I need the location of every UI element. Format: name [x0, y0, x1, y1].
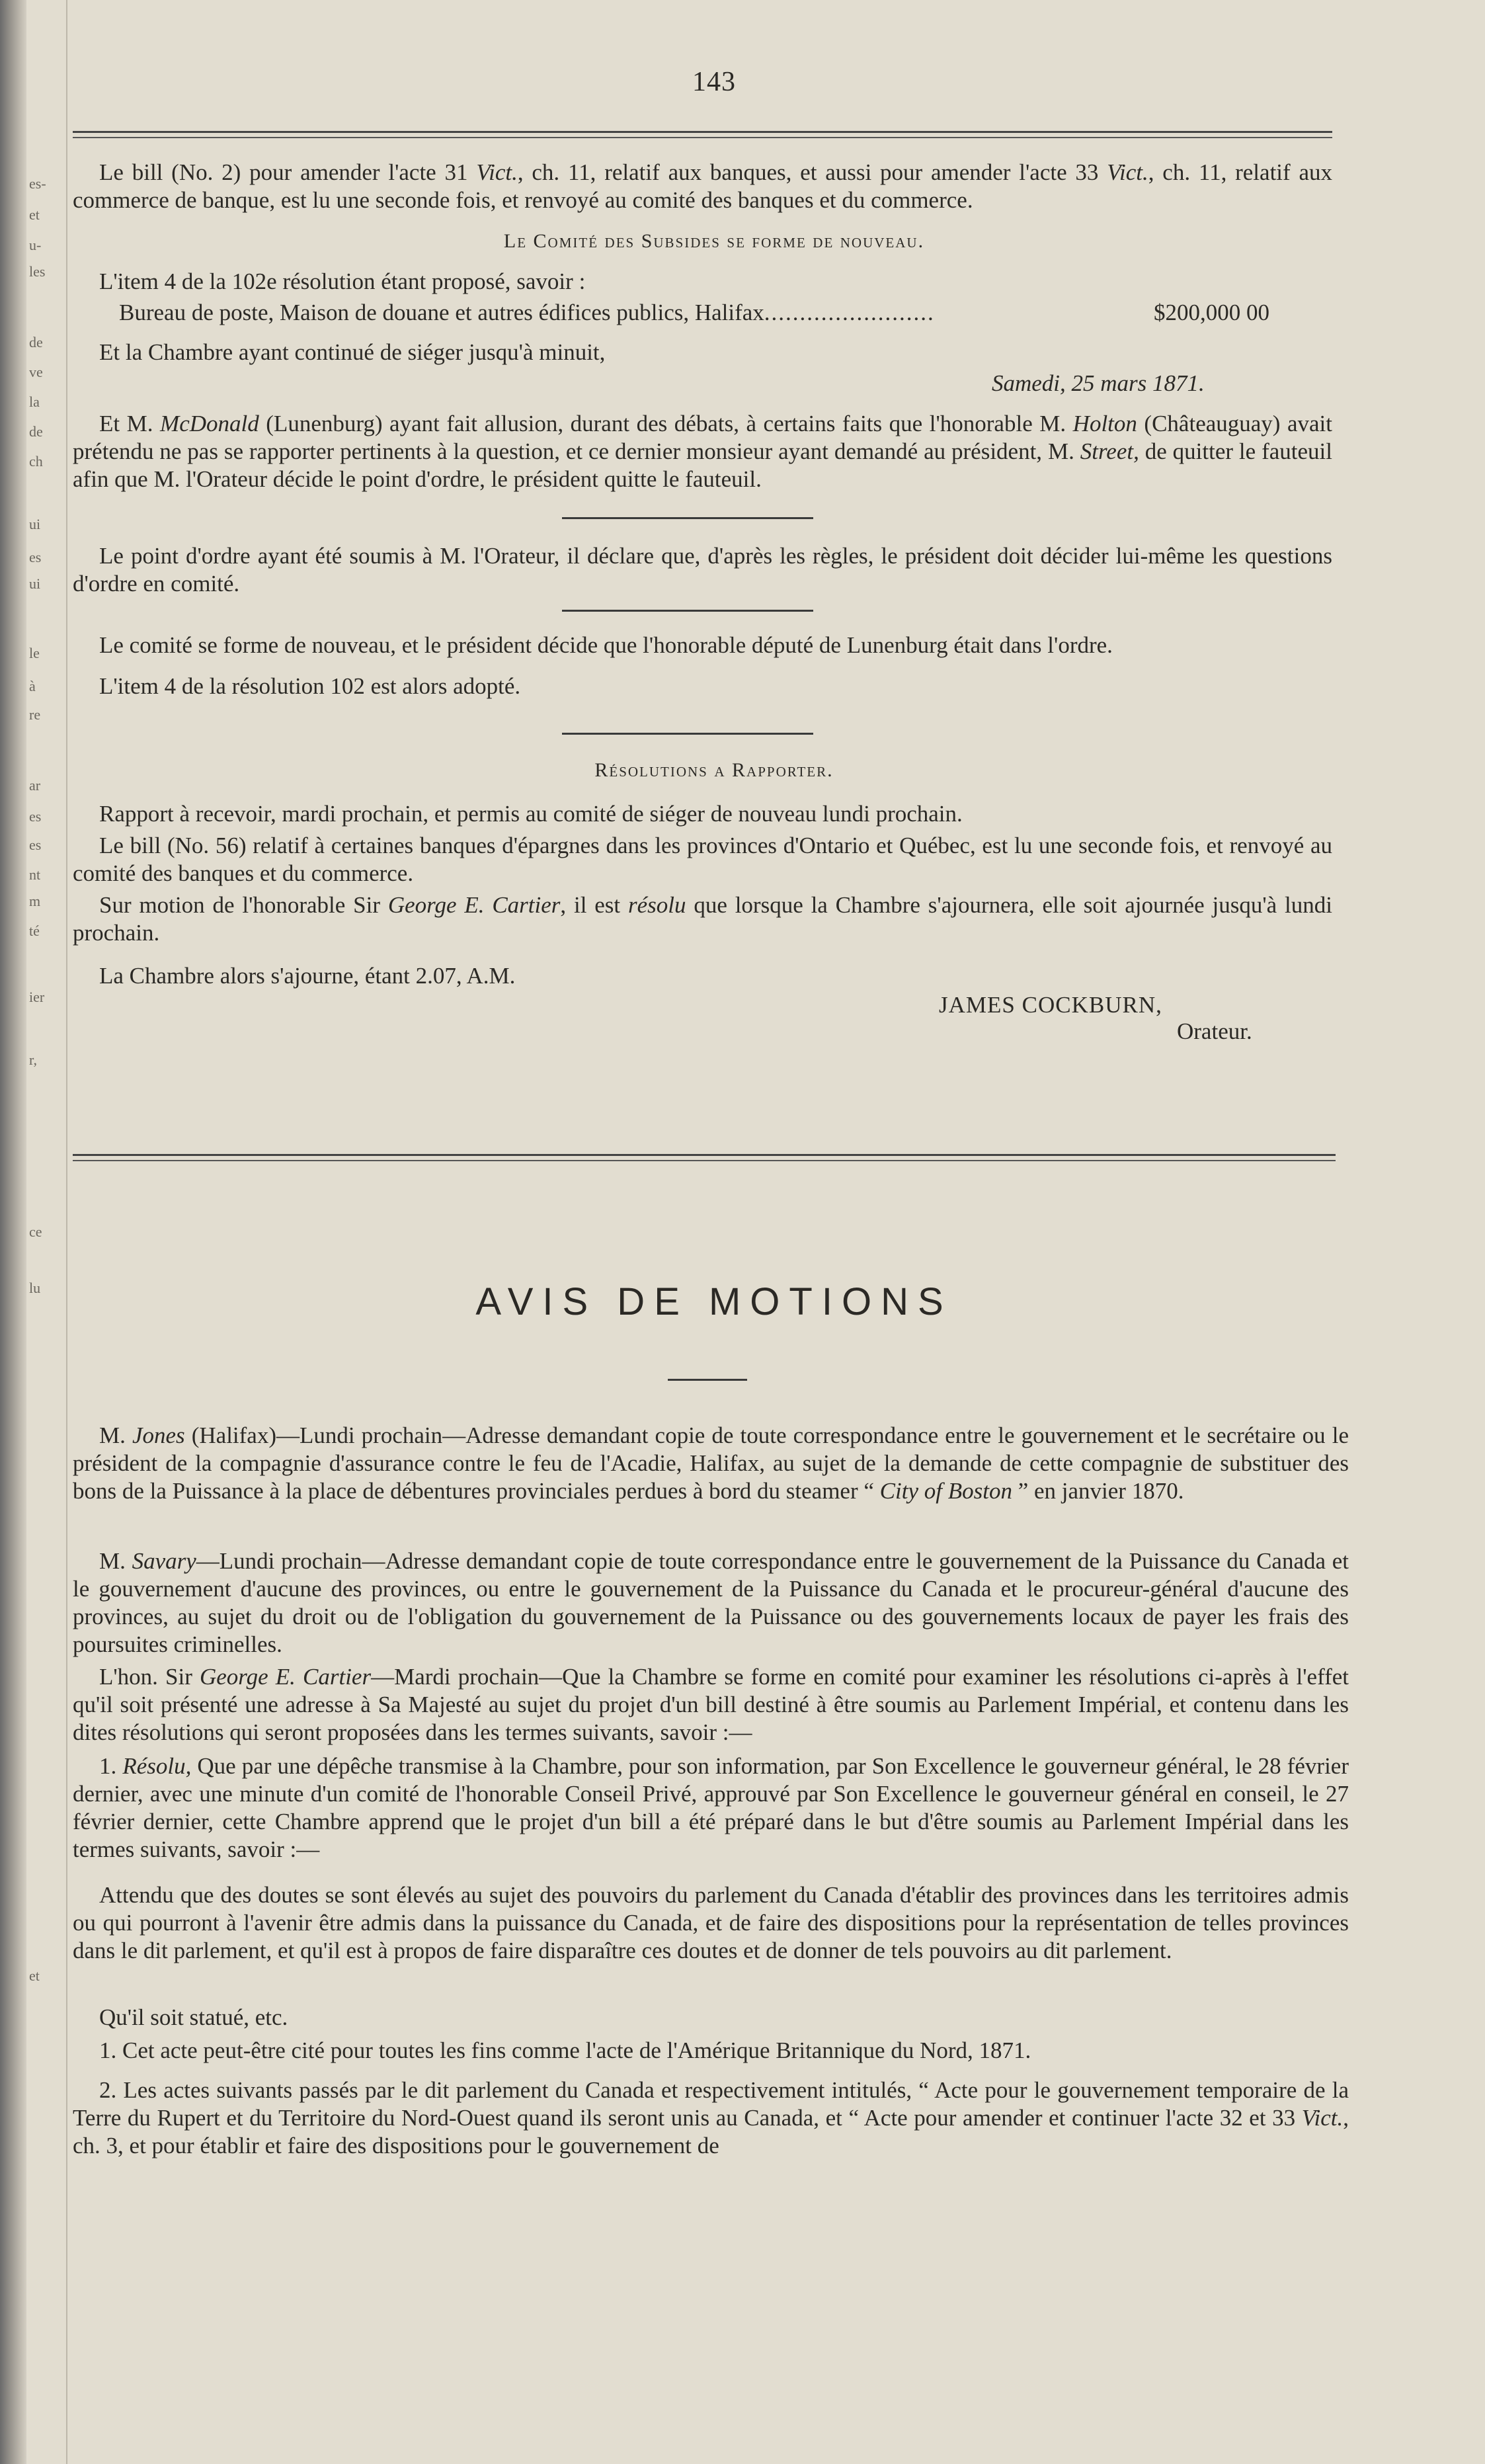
text-run: ” en janvier 1870. — [1012, 1478, 1184, 1504]
text-run: , ch. 11, relatif aux commerce de banque, est lu une seconde fois, et renvoyé au comité des banques et du commerce. — [73, 159, 1333, 213]
margin-fragment: à — [29, 678, 36, 694]
paragraph-item-adopte: L'item 4 de la résolution 102 est alors adopté. — [99, 673, 521, 699]
text-run: (Lunenburg) ayant fait allusion, durant des débats, à certains faits que l'honorable M. — [259, 411, 1073, 436]
margin-fragment: ui — [29, 516, 41, 532]
margin-fragment: ui — [29, 575, 41, 592]
page-number: 143 — [692, 67, 736, 97]
margin-fragment: es — [29, 837, 42, 853]
paragraph-item-4: L'item 4 de la 102e résolution étant proposé, savoir : — [99, 268, 586, 294]
paragraph-statue: Qu'il soit statué, etc. — [99, 2004, 288, 2030]
margin-fragment: de — [29, 423, 43, 440]
paragraph-rapport: Rapport à recevoir, mardi prochain, et permis au comité de siéger de nouveau lundi prochain. — [99, 801, 963, 827]
text-run: —Lundi prochain—Adresse demandant copie de toute correspondance entre le gouvernement de la Puissance du Canada et le gouvernement d'aucune des provinces, ou entre le gouvernement de la Puissance du Canada et le procureur-général d'aucune des provinces, au sujet du droit ou de l'obligation du gouvernement de la Puissance ou des gouvernements locaux de payer les frais des poursuites criminelles. — [73, 1548, 1349, 1657]
text-run: de quitter le fauteuil afin que M. l'Orateur décide le point d'ordre, le président quitte le fauteuil. — [73, 438, 1332, 492]
section-divider — [562, 733, 813, 735]
section-double-rule — [73, 1154, 1336, 1156]
margin-fragment: m — [29, 893, 41, 909]
text-run: City of Boston — [879, 1478, 1012, 1504]
paragraph-attendu: Attendu que des doutes se sont élevés au sujet des pouvoirs du parlement du Canada d'établir des provinces dans les territoires admis ou qui pourront à l'avenir être admis dans la puissance du Canada, et de faire des dispositions pour la représentation de telles provinces dans le dit parlement, et qu'il est à propos de faire disparaître ces doutes et de donner de tels pouvoirs au dit parlement. — [73, 1882, 1349, 1963]
margin-fragment: nt — [29, 866, 41, 883]
margin-fragment: r, — [29, 1051, 37, 1068]
paragraph-bill-56: Le bill (No. 56) relatif à certaines banques d'épargnes dans les provinces d'Ontario et Québec, est lu une seconde fois, et renvoyé au comité des banques et du commerce. — [73, 833, 1332, 886]
text-run: Jones — [132, 1422, 185, 1448]
book-spine-shadow — [0, 0, 26, 2464]
text-run: , ch. 3, et pour établir et faire des dispositions pour le gouvernement de — [73, 2105, 1349, 2158]
title-underline — [668, 1379, 747, 1381]
margin-fragment: re — [29, 706, 41, 723]
text-run: M. — [99, 1548, 132, 1574]
margin-fragment: es- — [29, 175, 46, 192]
text-run: Street, — [1080, 438, 1139, 464]
margin-fragment: et — [29, 206, 40, 223]
margin-fragment: la — [29, 393, 40, 410]
text-run: Et M. — [99, 411, 161, 436]
margin-fragment: ce — [29, 1223, 42, 1240]
signature-name: JAMES COCKBURN, — [939, 992, 1162, 1018]
text-run: que lorsque la Chambre s'ajournera, elle soit ajournée jusqu'à lundi prochain. — [73, 892, 1333, 946]
paragraph-minuit: Et la Chambre ayant continué de siéger jusqu'à minuit, — [99, 339, 606, 365]
article-1: 1. Cet acte peut-être cité pour toutes les fins comme l'acte de l'Amérique Britannique du Nord, 1871. — [99, 2037, 1031, 2063]
article-2 — [73, 2076, 1349, 2160]
text-run: M. — [99, 1422, 132, 1448]
margin-fragment: té — [29, 923, 40, 939]
facing-page-margin — [26, 0, 67, 2464]
leader-dots: ........................ — [764, 300, 935, 325]
session-date: Samedi, 25 mars 1871. — [992, 370, 1205, 396]
text-run: Vict. — [476, 159, 518, 185]
resolution-1 — [73, 1752, 1349, 1864]
text-run: 2. Les actes suivants passés par le dit parlement du Canada et respectivement intitulés, “ Acte pour le gouvernement temporaire de la Terre du Rupert et du Territoire du Nord-Ouest quand ils seront unis au Canada, et “ Acte pour amender et continuer l'acte 32 et 33 — [73, 2077, 1349, 2131]
motion-savary — [73, 1547, 1349, 1659]
margin-fragment: ve — [29, 364, 43, 380]
section-divider — [562, 610, 813, 612]
text-run: Que par une dépêche transmise à la Chambre, pour son information, par Son Excellence le gouverneur général, le 28 février dernier, avec une minute d'un comité de l'honorable Conseil Privé, approuvé par Son Excellence le gouverneur général en conseil, le 27 février dernier, cette Chambre apprend que le projet d'un bill a été préparé dans le but d'être soumis au Parlement Impérial dans les termes suivants, savoir :— — [73, 1753, 1349, 1862]
margin-fragment: le — [29, 645, 40, 661]
text-run: George E. Cartier — [387, 892, 561, 918]
text-run: Vict. — [1107, 159, 1148, 185]
paragraph-mcdonald — [73, 410, 1332, 493]
text-run: —Mardi prochain—Que la Chambre se forme en comité pour examiner les résolutions ci-après à l'effet qu'il soit présenté une adresse à Sa Majesté au sujet du projet d'un bill destiné à être soumis au Parlement Impérial, et contenu dans les dites résolutions qui seront proposées dans les termes suivants, savoir :— — [73, 1664, 1349, 1745]
margin-fragment: ar — [29, 777, 41, 794]
margin-fragment: et — [29, 1967, 40, 1984]
signature-title: Orateur. — [1177, 1018, 1252, 1044]
text-run: (Châteauguay) avait prétendu ne pas se rapporter pertinents à la question, et ce dernier monsieur ayant demandé au président, M. — [73, 411, 1333, 464]
section-divider — [562, 517, 813, 519]
margin-fragment: u- — [29, 237, 42, 253]
text-run: Savary — [132, 1548, 196, 1574]
text-run: Holton — [1072, 411, 1137, 436]
paragraph-point-ordre: Le point d'ordre ayant été soumis à M. l'Orateur, il déclare que, d'après les règles, le président doit décider lui-même les questions d'ordre en comité. — [73, 543, 1332, 596]
budget-line-amount: $200,000 00 — [1154, 300, 1269, 325]
paragraph-comite-nouveau: Le comité se forme de nouveau, et le président décide que l'honorable député de Lunenburg était dans l'ordre. — [99, 632, 1113, 658]
text-run: George E. Cartier — [200, 1664, 372, 1690]
top-double-rule — [73, 131, 1332, 133]
margin-fragment: de — [29, 334, 43, 350]
paragraph-ajourne: La Chambre alors s'ajourne, étant 2.07, A.M. — [99, 963, 516, 989]
heading-resolutions-rapporter: Résolutions a Rapporter. — [594, 759, 834, 781]
text-run: L'hon. Sir — [99, 1664, 200, 1690]
motion-jones — [73, 1422, 1349, 1505]
paragraph-bill-2 — [73, 159, 1332, 214]
text-run: (Halifax)—Lundi prochain—Adresse demandant copie de toute correspondance entre le gouvernement et le secrétaire ou le président de la compagnie d'assurance contre le feu de l'Acadie, Halifax, au sujet de la demande de cette compagnie de substituer des bons de la Puissance à la place de débentures provinciales perdues à bord du steamer “ — [73, 1422, 1349, 1504]
paragraph-motion-cartier — [73, 891, 1332, 947]
margin-fragment: ier — [29, 989, 45, 1005]
text-run: 1. — [99, 1753, 123, 1779]
text-run: McDonald — [160, 411, 259, 436]
text-run: Résolu, — [122, 1753, 192, 1779]
avis-de-motions-title: AVIS DE MOTIONS — [475, 1280, 953, 1323]
budget-line — [119, 299, 1332, 327]
heading-comite-subsides: Le Comité des Subsides se forme de nouveau. — [503, 230, 925, 252]
text-run: résolu — [627, 892, 686, 918]
margin-fragment: lu — [29, 1280, 41, 1296]
margin-fragment: ch — [29, 453, 43, 470]
margin-fragment: les — [29, 263, 46, 280]
margin-fragment: es — [29, 549, 42, 565]
text-run: Sur motion de l'honorable Sir — [99, 892, 388, 918]
margin-fragment: es — [29, 808, 42, 825]
text-run: Le bill (No. 2) pour amender l'acte 31 — [99, 159, 477, 185]
text-run: , ch. 11, relatif aux banques, et aussi pour amender l'acte 33 — [517, 159, 1107, 185]
document-page — [73, 0, 1355, 2464]
text-run: Vict. — [1301, 2105, 1344, 2131]
budget-line-label: Bureau de poste, Maison de douane et autres édifices publics, Halifax — [119, 300, 764, 325]
motion-cartier — [73, 1663, 1349, 1746]
text-run: , il est — [560, 892, 628, 918]
